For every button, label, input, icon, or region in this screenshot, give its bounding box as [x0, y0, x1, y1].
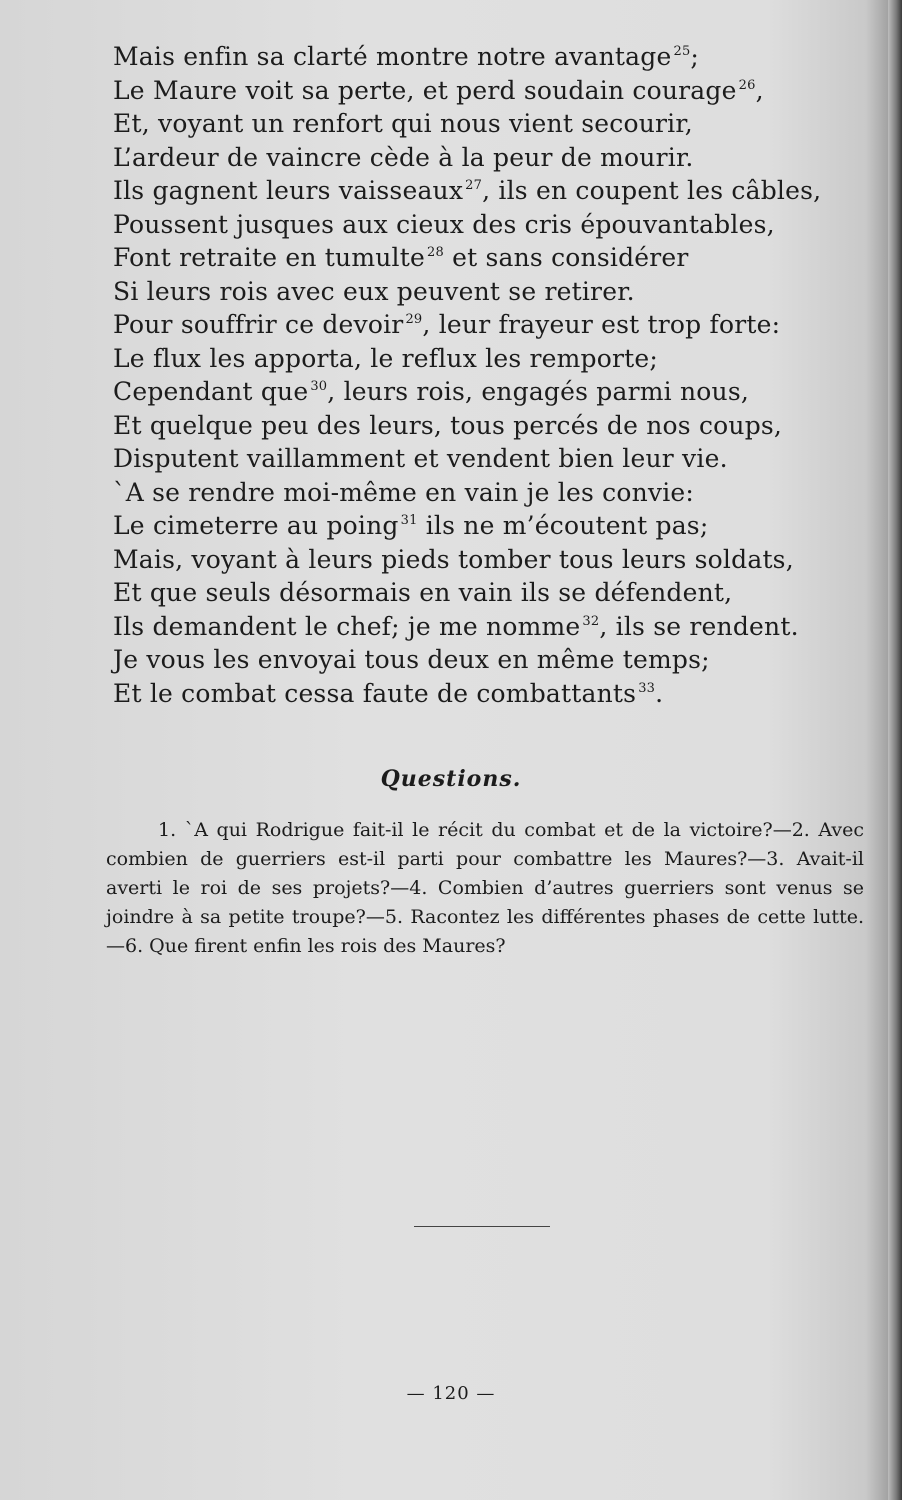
verse-line [113, 442, 853, 476]
verse-tail: , leurs rois, engagés parmi nous, [327, 377, 750, 406]
verse-tail: , [755, 75, 764, 105]
verse-text: Disputent vaillamment et vendent bien leur vie. [113, 444, 728, 473]
verse-text: Ils gagnent leurs vaisseaux [113, 176, 464, 205]
footnote-ref: 32 [582, 613, 600, 629]
footnote-ref: 28 [427, 245, 444, 260]
footnote-ref: 31 [400, 513, 418, 528]
verse-tail: , ils se rendent. [599, 611, 799, 641]
footnote-ref: 25 [673, 44, 691, 59]
verse-text: Et le combat cessa faute de combattants [113, 678, 637, 708]
verse-line [113, 543, 853, 577]
verse-tail: . [655, 678, 664, 708]
verse-line [113, 342, 853, 376]
verse-tail: ils ne m’écoutent pas; [417, 511, 709, 540]
verse-tail: , ils en coupent les câbles, [482, 176, 822, 205]
verse-tail: et sans considérer [443, 243, 689, 272]
verse-text: Le flux les apporta, le reflux les remporte; [113, 343, 659, 373]
footnote-ref: 29 [405, 312, 423, 327]
verse-tail: , leur frayeur est trop forte: [422, 310, 781, 339]
verse-text: Et quelque peu des leurs, tous percés de nos coups, [113, 410, 783, 440]
verse-line [113, 643, 853, 677]
questions-paragraph: 1. `A qui Rodrigue fait-il le récit du combat et de la victoire?—2. Avec combien de guerriers est-il parti pour combattre les Maures?—3. Avait-il averti le roi de ses projets?—4. Combien d’autres guerriers sont venus se joindre à sa petite troupe?—5. Racontez les différentes phases de cette lutte.—6. Que firent enfin les rois des Maures? [106, 819, 864, 957]
poem-verses [113, 40, 853, 710]
verse-text: Pour souffrir ce devoir [113, 310, 404, 339]
page-number: — 120 — [406, 1383, 496, 1404]
verse-line [113, 610, 853, 644]
verse-line [113, 409, 853, 443]
verse-line [113, 677, 853, 711]
verse-text: Je vous les envoyai tous deux en même temps; [113, 645, 710, 674]
verse-tail: ; [690, 42, 700, 71]
footnote-ref: 27 [465, 178, 483, 193]
footnote-ref: 33 [638, 680, 656, 696]
page-binding-edge [888, 0, 902, 1500]
verse-line [113, 40, 853, 74]
section-divider [414, 1226, 550, 1227]
verse-line [113, 375, 853, 409]
verse-line [113, 74, 853, 108]
verse-text: Poussent jusques aux cieux des cris épouvantables, [113, 209, 775, 239]
verse-line [113, 174, 853, 208]
verse-text: Font retraite en tumulte [113, 243, 425, 272]
verse-line [113, 308, 853, 342]
verse-text: Mais enfin sa clarté montre notre avantage [113, 42, 672, 71]
verse-line [113, 275, 853, 309]
verse-text: Le cimeterre au poing [113, 511, 399, 540]
verse-text: `A se rendre moi-même en vain je les convie: [113, 477, 695, 507]
footnote-ref: 30 [310, 379, 328, 394]
verse-line [113, 576, 853, 610]
verse-line [113, 208, 853, 242]
verse-text: Ils demandent le chef; je me nomme [113, 611, 581, 641]
footnote-ref: 26 [738, 77, 756, 93]
verse-line [113, 107, 853, 141]
verse-text: Cependant que [113, 377, 309, 406]
verse-text: Si leurs rois avec eux peuvent se retirer. [113, 276, 635, 306]
verse-text: L’ardeur de vaincre cède à la peur de mourir. [113, 142, 694, 172]
verse-text: Et que seuls désormais en vain ils se défendent, [113, 578, 733, 607]
verse-text: Et, voyant un renfort qui nous vient secourir, [113, 109, 693, 138]
verse-text: Mais, voyant à leurs pieds tomber tous leurs soldats, [113, 544, 794, 574]
verse-line [113, 476, 853, 510]
questions-heading: Questions. [380, 766, 522, 792]
verse-line [113, 241, 853, 275]
verse-line [113, 141, 853, 175]
verse-line [113, 509, 853, 543]
verse-text: Le Maure voit sa perte, et perd soudain courage [113, 75, 737, 105]
